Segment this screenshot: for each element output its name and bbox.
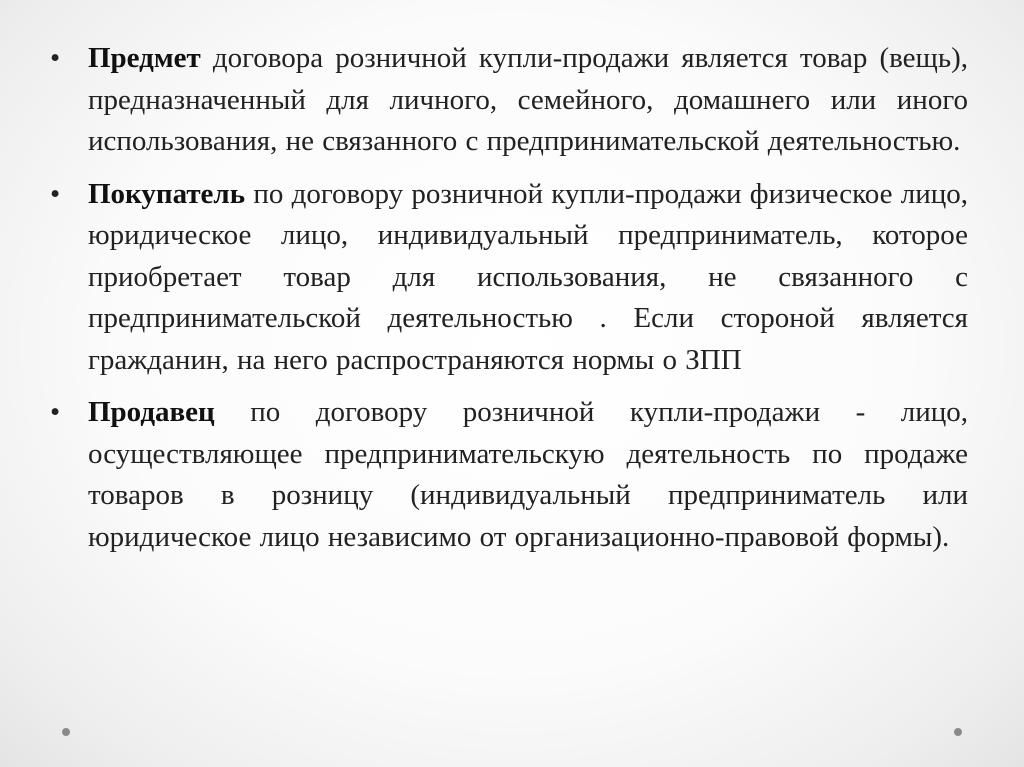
- bullet-icon: •: [50, 177, 61, 210]
- bullet-item-seller: [50, 392, 968, 558]
- decorative-dot-icon-right: [954, 728, 962, 736]
- term-seller: Продавец: [88, 396, 215, 428]
- bullet-icon: •: [50, 396, 61, 428]
- bullet-icon: •: [50, 42, 61, 74]
- definition-seller: по договору розничной купли-продажи - лицо, осуществляющее предпринимательскую деятельность по продаже товаров в розницу (индивидуальный предприниматель или юридическое лицо независимо от организационно-правовой формы).: [88, 396, 968, 553]
- decorative-dot-icon-left: [62, 728, 70, 736]
- bullet-item-buyer: [50, 174, 968, 382]
- definition-buyer: по договору розничной купли-продажи физическое лицо, юридическое лицо, индивидуальный предприниматель, которое приобретает товар для использования, не связанного с предпринимательской деятельностью . Если стороной является гражданин, на него распространяются нормы о ЗПП: [88, 177, 968, 376]
- definition-subject: договора розничной купли-продажи является товар (вещь), предназначенный для личного, семейного, домашнего или иного использования, не связанного с предпринимательской деятельностью.: [88, 42, 968, 157]
- bullet-list: [50, 38, 968, 569]
- term-subject: Предмет: [88, 42, 201, 74]
- bullet-item-subject: [50, 38, 968, 163]
- term-buyer: Покупатель: [88, 177, 246, 210]
